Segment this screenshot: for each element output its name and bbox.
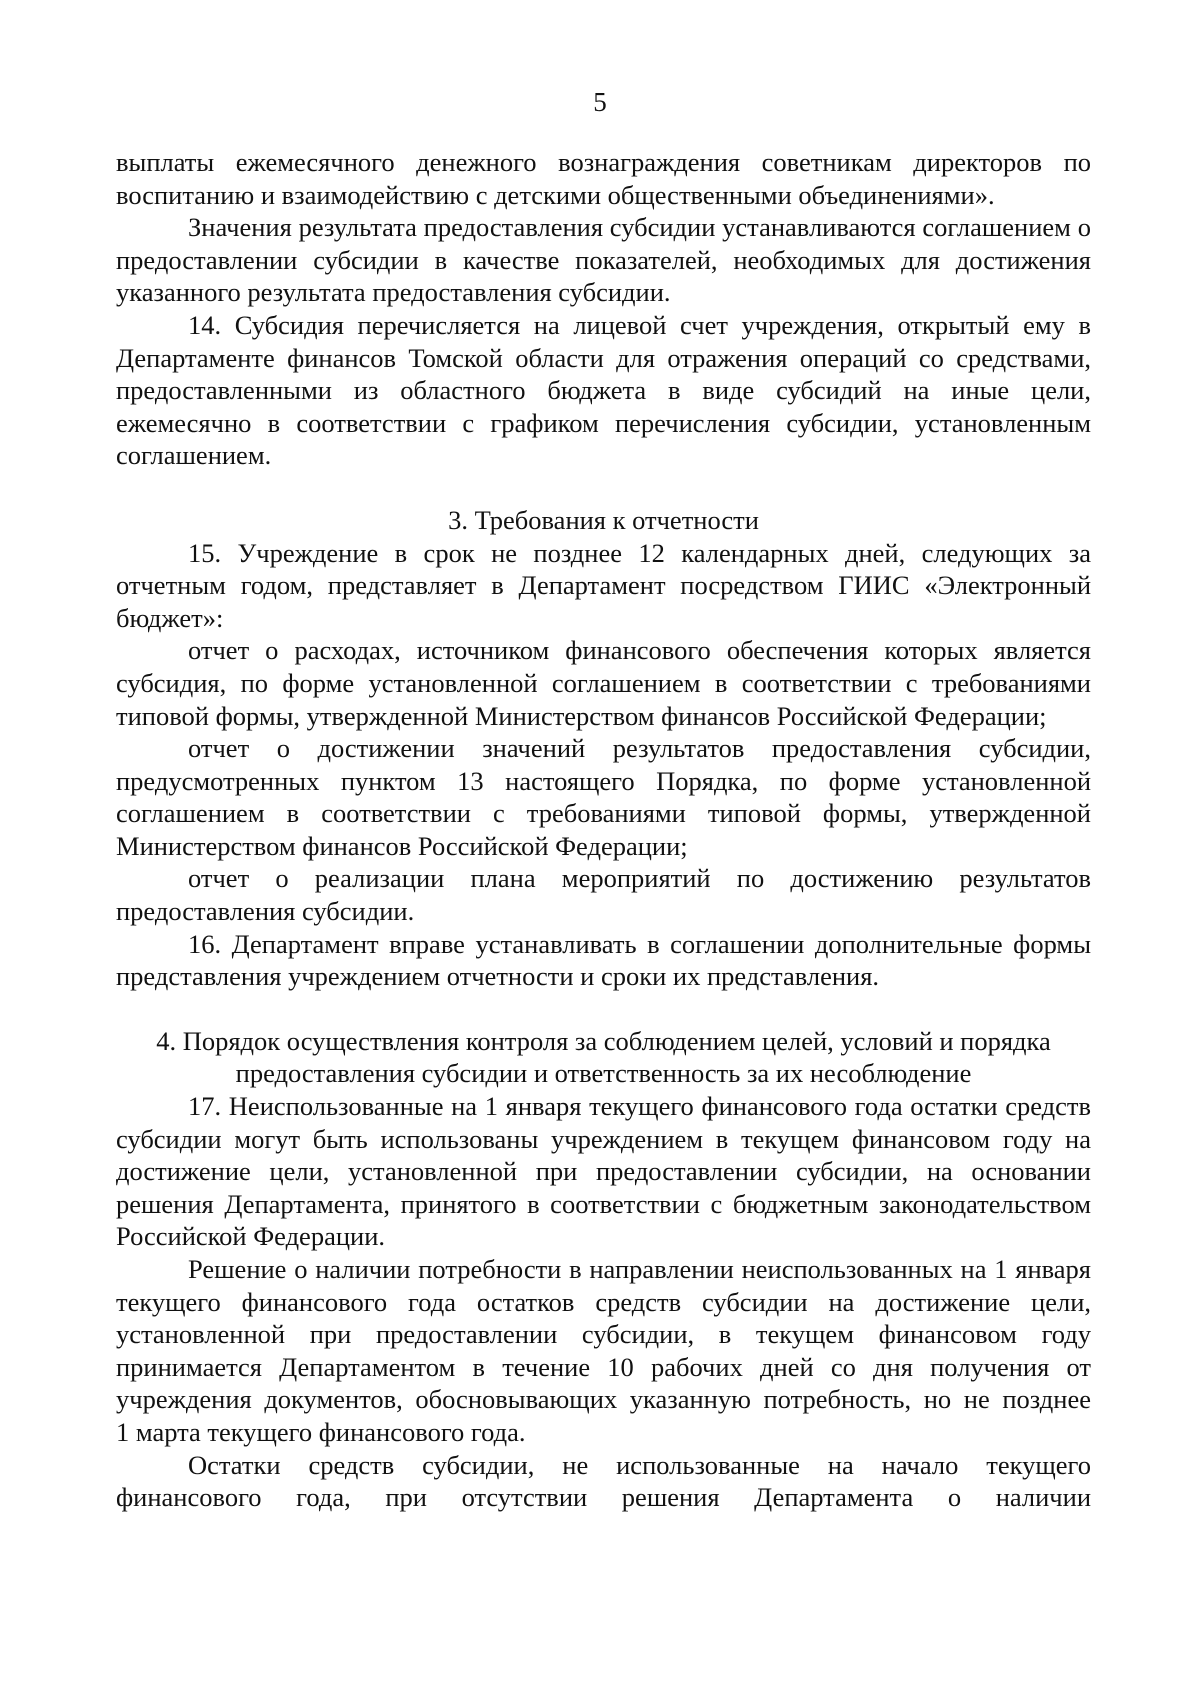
section-4-heading-line-2: предоставления субсидии и ответственность за их несоблюдение: [235, 1058, 972, 1089]
paragraph-16: 16. Департамент вправе устанавливать в соглашении дополнительные формы представления учреждением отчетности и сроки их представления.: [116, 928, 1091, 992]
section-3-heading: 3. Требования к отчетности: [448, 504, 759, 535]
section-4-heading-line-1: 4. Порядок осуществления контроля за соблюдением целей, условий и порядка: [156, 1025, 1051, 1056]
paragraph-17-remaining-funds: Остатки средств субсидии, не использованные на начало текущего финансового года, при отсутствии решения Департамента о наличии: [116, 1449, 1091, 1513]
paragraph-14: 14. Субсидия перечисляется на лицевой счет учреждения, открытый ему в Департаменте финансов Томской области для отражения операций со средствами, предоставленными из областного бюджета в виде субсидий на иные цели, ежемесячно в соответствии с графиком перечисления субсидии, установленным соглашением.: [116, 309, 1091, 471]
page-number: 5: [593, 87, 607, 117]
paragraph-intro: выплаты ежемесячного денежного вознаграждения советникам директоров по воспитанию и взаимодействию с детскими общественными объединениями».: [116, 147, 1091, 210]
paragraph-17-decision: Решение о наличии потребности в направлении неиспользованных на 1 января текущего финансового года остатков средств субсидии на достижение цели, установленной при предоставлении субсидии, в текущем финансовом году принимается Департаментом в течение 10 рабочих дней со дня получения от учреждения документов, обосновывающих указанную потребность, но не позднее 1 марта текущего финансового года.: [116, 1254, 1125, 1447]
paragraph-15-expense-report: отчет о расходах, источником финансового обеспечения которых является субсидия, по форме установленной соглашением в соответствии с требованиями типовой формы, утвержденной Министерством финансов Российской Федерации;: [116, 635, 1091, 731]
paragraph-15: 15. Учреждение в срок не позднее 12 календарных дней, следующих за отчетным годом, представляет в Департамент посредством ГИИС «Электронный бюджет»:: [116, 537, 1091, 633]
paragraph-15-results-report: отчет о достижении значений результатов предоставления субсидии, предусмотренных пунктом 13 настоящего Порядка, по форме установленной соглашением в соответствии с требованиями типовой формы, утвержденной Министерством финансов Российской Федерации;: [116, 733, 1091, 861]
paragraph-result-values: Значения результата предоставления субсидии устанавливаются соглашением о предоставлении субсидии в качестве показателей, необходимых для достижения указанного результата предоставления субсидии.: [116, 212, 1091, 308]
paragraph-15-plan-report: отчет о реализации плана мероприятий по достижению результатов предоставления субсидии.: [116, 863, 1091, 927]
document-body: [116, 146, 1125, 1514]
paragraph-17: 17. Неиспользованные на 1 января текущего финансового года остатки средств субсидии могут быть использованы учреждением в текущем финансовом году на достижение цели, установленной при предоставлении субсидии, на основании решения Департамента, принятого в соответствии с бюджетным законодательством Российской Федерации.: [116, 1091, 1091, 1252]
